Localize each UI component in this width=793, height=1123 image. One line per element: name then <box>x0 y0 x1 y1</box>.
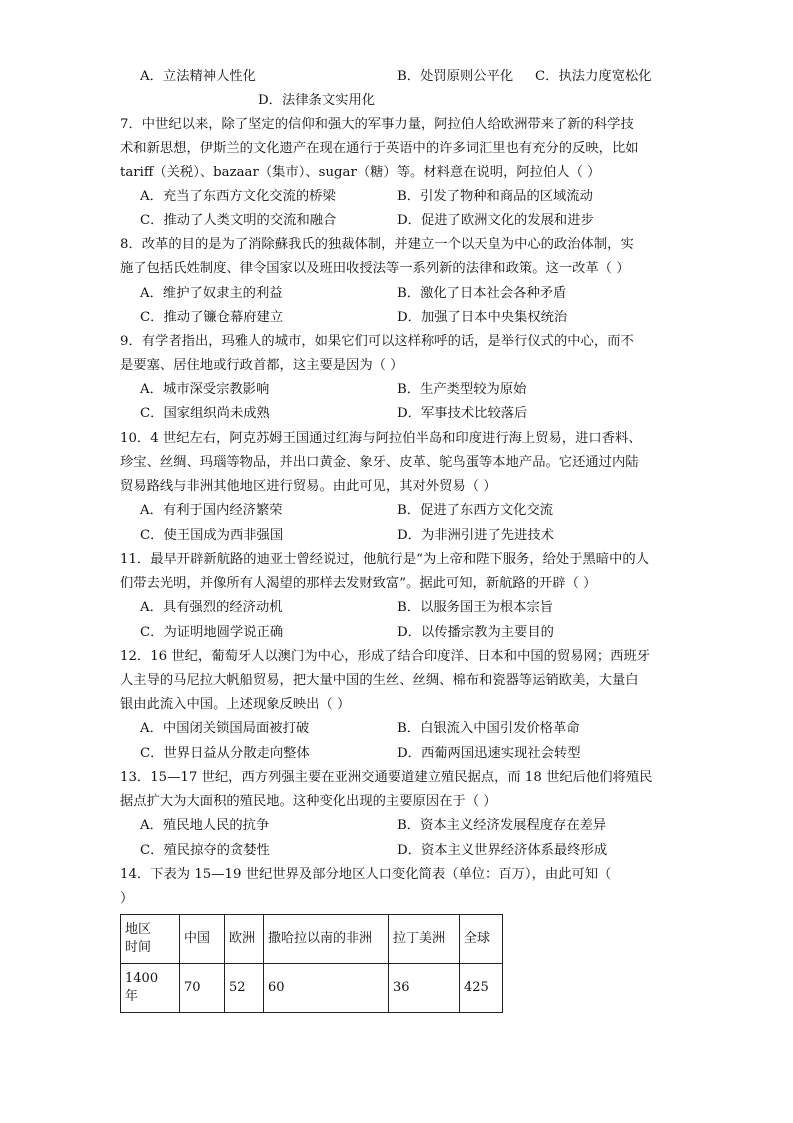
q13-option-d[interactable]: D．资本主义世界经济体系最终形成 <box>397 843 608 858</box>
q11-option-c[interactable]: C．为证明地圆学说正确 <box>140 625 284 640</box>
q7-option-d[interactable]: D．促进了欧洲文化的发展和进步 <box>397 213 594 228</box>
q10-stem-line1: 10．4 世纪左右，阿克苏姆王国通过红海与阿拉伯半岛和印度进行海上贸易，进口香料、 <box>120 431 642 446</box>
table-cell: 70 <box>180 964 225 1013</box>
q11-stem-line1: 11．最早开辟新航路的迪亚士曾经说过，他航行是“为上帝和陛下服务，给处于黑暗中的人 <box>120 552 649 567</box>
q12-stem-line3: 银由此流入中国。上述现象反映出（ ） <box>120 697 351 712</box>
q12-option-d[interactable]: D．西葡两国迅速实现社会转型 <box>397 746 581 761</box>
q6-option-d[interactable]: D．法律条文实用化 <box>258 93 376 108</box>
q10-stem-line3: 贸易路线与非洲其他地区进行贸易。由此可见，其对外贸易（ ） <box>120 479 497 494</box>
q8-stem-line2: 施了包括氏姓制度、律令国家以及班田收授法等一系列新的法律和政策。这一改革（ ） <box>120 261 630 276</box>
population-table <box>120 914 503 1013</box>
q13-option-c[interactable]: C．殖民掠夺的贪婪性 <box>140 843 270 858</box>
q11-option-b[interactable]: B．以服务国王为根本宗旨 <box>397 600 554 615</box>
q14-stem-line2: ） <box>120 891 134 906</box>
column-header: 中国 <box>180 915 225 964</box>
q7-option-a[interactable]: A．充当了东西方文化交流的桥梁 <box>140 189 336 204</box>
q7-stem-line3: tariff（关税）、bazaar（集市）、sugar（糖）等。材料意在说明，阿拉伯人（ ） <box>120 165 601 180</box>
q11-option-d[interactable]: D．以传播宗教为主要目的 <box>397 625 554 640</box>
table-cell: 60 <box>264 964 389 1013</box>
row-time-unit: 年 <box>125 989 139 1004</box>
q11-stem-line2: 们带去光明，并像所有人渴望的那样去发财致富”。据此可知，新航路的开辟（ ） <box>120 576 597 591</box>
table-cell: 36 <box>389 964 460 1013</box>
table-header-row <box>121 915 503 964</box>
q11-option-a[interactable]: A．具有强烈的经济动机 <box>140 600 283 615</box>
q8-option-b[interactable]: B．激化了日本社会各种矛盾 <box>397 286 567 301</box>
q10-option-d[interactable]: D．为非洲引进了先进技术 <box>397 528 554 543</box>
table-row <box>121 964 503 1013</box>
q13-stem-line1: 13．15—17 世纪，西方列强主要在亚洲交通要道建立殖民据点，而 18 世纪后他们将殖民 <box>120 770 653 785</box>
q13-stem-line2: 据点扩大为大面积的殖民地。这种变化出现的主要原因在于（ ） <box>120 794 497 809</box>
q6-option-c[interactable]: C．执法力度宽松化 <box>535 69 652 84</box>
q7-option-b[interactable]: B．引发了物种和商品的区域流动 <box>397 189 593 204</box>
q8-option-c[interactable]: C．推动了镰仓幕府建立 <box>140 310 284 325</box>
q12-option-a[interactable]: A．中国闭关锁国局面被打破 <box>140 721 310 736</box>
column-header: 全球 <box>460 915 503 964</box>
q7-stem-line1: 7．中世纪以来，除了坚定的信仰和强大的军事力量，阿拉伯人给欧洲带来了新的科学技 <box>120 117 634 132</box>
q10-option-a[interactable]: A．有利于国内经济繁荣 <box>140 503 283 518</box>
table-cell: 425 <box>460 964 503 1013</box>
q10-stem-line2: 珍宝、丝绸、玛瑙等物品，并出口黄金、象牙、皮革、鸵鸟蛋等本地产品。它还通过内陆 <box>120 455 639 470</box>
table-cell: 52 <box>225 964 264 1013</box>
q14-stem-line1: 14．下表为 15—19 世纪世界及部分地区人口变化简表（单位：百万），由此可知（ <box>120 867 612 882</box>
q9-option-a[interactable]: A．城市深受宗教影响 <box>140 382 270 397</box>
column-header: 欧洲 <box>225 915 264 964</box>
row-time-cell <box>121 964 180 1013</box>
q9-stem-line1: 9．有学者指出，玛雅人的城市，如果它们可以这样称呼的话，是举行仪式的中心，而不 <box>120 334 634 349</box>
q9-option-d[interactable]: D．军事技术比较落后 <box>397 406 528 421</box>
q8-option-a[interactable]: A．维护了奴隶主的利益 <box>140 286 283 301</box>
column-header: 撒哈拉以南的非洲 <box>264 915 389 964</box>
q7-option-c[interactable]: C．推动了人类文明的交流和融合 <box>140 213 337 228</box>
q8-option-d[interactable]: D．加强了日本中央集权统治 <box>397 310 568 325</box>
column-header: 拉丁美洲 <box>389 915 460 964</box>
q9-stem-line2: 是要塞、居住地或行政首都，这主要是因为（ ） <box>120 358 404 373</box>
q12-stem-line1: 12．16 世纪，葡萄牙人以澳门为中心，形成了结合印度洋、日本和中国的贸易网；西班牙 <box>120 649 651 664</box>
corner-label-region: 地区 <box>125 922 152 937</box>
table-corner-cell <box>121 915 180 964</box>
q13-option-a[interactable]: A．殖民地人民的抗争 <box>140 818 270 833</box>
q10-option-b[interactable]: B．促进了东西方文化交流 <box>397 503 554 518</box>
q8-stem-line1: 8．改革的目的是为了消除蘇我氏的独裁体制，并建立一个以天皇为中心的政治体制，实 <box>120 237 634 252</box>
q6-option-a[interactable]: A．立法精神人性化 <box>140 69 256 84</box>
corner-label-time: 时间 <box>125 940 152 955</box>
q12-option-c[interactable]: C．世界日益从分散走向整体 <box>140 746 310 761</box>
q9-option-c[interactable]: C．国家组织尚未成熟 <box>140 406 270 421</box>
q13-option-b[interactable]: B．资本主义经济发展程度存在差异 <box>397 818 607 833</box>
q7-stem-line2: 术和新思想，伊斯兰的文化遗产在现在通行于英语中的许多词汇里也有充分的反映，比如 <box>120 141 639 156</box>
q12-option-b[interactable]: B．白银流入中国引发价格革命 <box>397 721 580 736</box>
row-time-year: 1400 <box>125 971 159 986</box>
q12-stem-line2: 人主导的马尼拉大帆船贸易，把大量中国的生丝、丝绸、棉布和瓷器等运销欧美，大量白 <box>120 673 639 688</box>
q9-option-b[interactable]: B．生产类型较为原始 <box>397 382 527 397</box>
q10-option-c[interactable]: C．使王国成为西非强国 <box>140 528 284 543</box>
q6-option-b[interactable]: B．处罚原则公平化 <box>397 69 514 84</box>
